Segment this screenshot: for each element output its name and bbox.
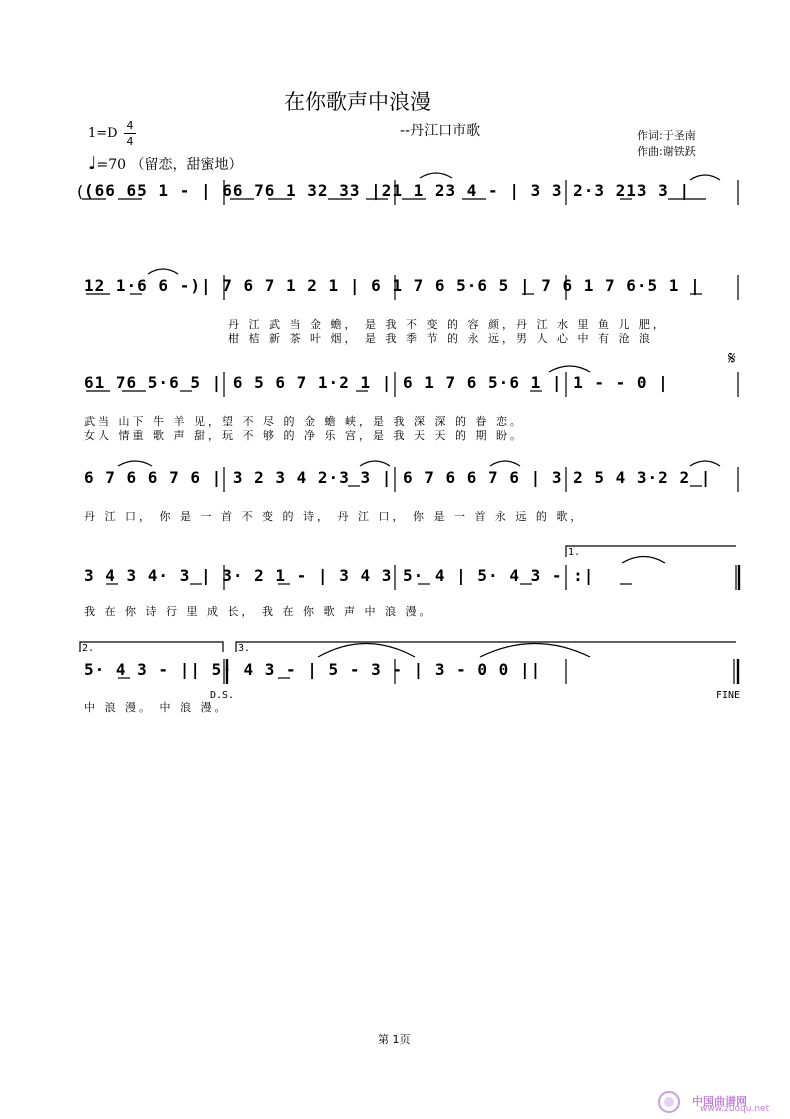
notes-line-3: 61 76 5·6 5 | 6 5 6 7 1·2 1 | 6 1 7 6 5·6 1 | 1 - - 0 | <box>84 373 669 392</box>
notes-line-2: 12 1·6 6 -)| 7 6 7 1 2 1 | 6 1 7 6 5·6 5 | 7 6 1 7 6·5 1 | <box>84 276 701 295</box>
key-signature: 1=D <box>88 126 118 141</box>
song-subtitle: --丹江口市歌 <box>400 123 481 139</box>
tempo-text: =70 （留恋，甜蜜地） <box>96 157 243 173</box>
time-bottom: 4 <box>124 133 136 149</box>
page-number: 第 1页 <box>378 1033 411 1046</box>
notes-line-5: 3 4 3 4· 3 | 3· 2 1 - | 3 4 3 5· 4 | 5· 4 3 - :| <box>84 566 595 585</box>
ending-2-label: 2. <box>82 643 95 654</box>
notes-line-4: 6 7 6 6 7 6 | 3 2 3 4 2·3 3 | 6 7 6 6 7 6 | 3 2 5 4 3·2 2 | <box>84 468 712 487</box>
song-title: 在你歌声中浪漫 <box>284 90 431 114</box>
notes-line-6: 5· 4 3 - || 5· 4 3 - | 5 - 3 - | 3 - 0 0 || <box>84 660 542 679</box>
watermark-url: www.zuoqu.net <box>700 1104 770 1114</box>
notes-line-1: (66 65 1 - | 66 76 1 32 33 |21 1 23 4 - | 3 3 2·3 213 3 | <box>84 181 691 200</box>
segno-icon: 𝄋 <box>728 348 736 369</box>
ending-1-label: 1. <box>568 547 581 558</box>
lyrics-line-2-verse-2: 柑 桔 新 茶 叶 烟， 是 我 季 节 的 永 远，男 人 心 中 有 沧 浪 <box>228 332 653 345</box>
lyrics-line-5: 我 在 你 诗 行 里 成 长， 我 在 你 歌 声 中 浪 漫。 <box>84 605 434 618</box>
ending-3-label: 3. <box>238 643 251 654</box>
lyrics-line-2-verse-1: 丹 江 武 当 金 蟾， 是 我 不 变 的 容 颜，丹 江 水 里 鱼 儿 肥， <box>228 318 667 331</box>
lyrics-line-3-verse-2: 女人 情重 歌 声 甜，玩 不 够 的 净 乐 宫，是 我 天 天 的 期 盼。 <box>84 429 524 442</box>
composer-credit: 作曲:谢铁跃 <box>637 145 696 158</box>
quarter-note-icon: ♩ <box>88 153 97 174</box>
time-top: 4 <box>126 119 134 132</box>
watermark-text: 中国曲谱网 <box>692 1095 747 1108</box>
ds-mark: D.S. <box>210 690 235 701</box>
lyrics-line-4: 丹 江 口， 你 是 一 首 不 变 的 诗， 丹 江 口， 你 是 一 首 永 远 的 歌， <box>84 510 585 523</box>
fine-mark: FINE <box>716 690 741 701</box>
lyricist-credit: 作词:于圣南 <box>637 129 696 142</box>
watermark-swirl-icon <box>655 1090 691 1114</box>
lyrics-line-3-verse-1: 武当 山下 牛 羊 见，望 不 尽 的 金 蟾 峡，是 我 深 深 的 眷 恋。 <box>84 415 524 428</box>
lyrics-line-6: 中 浪 漫。 中 浪 漫。 <box>84 701 229 714</box>
paren-open: ( <box>77 182 84 201</box>
